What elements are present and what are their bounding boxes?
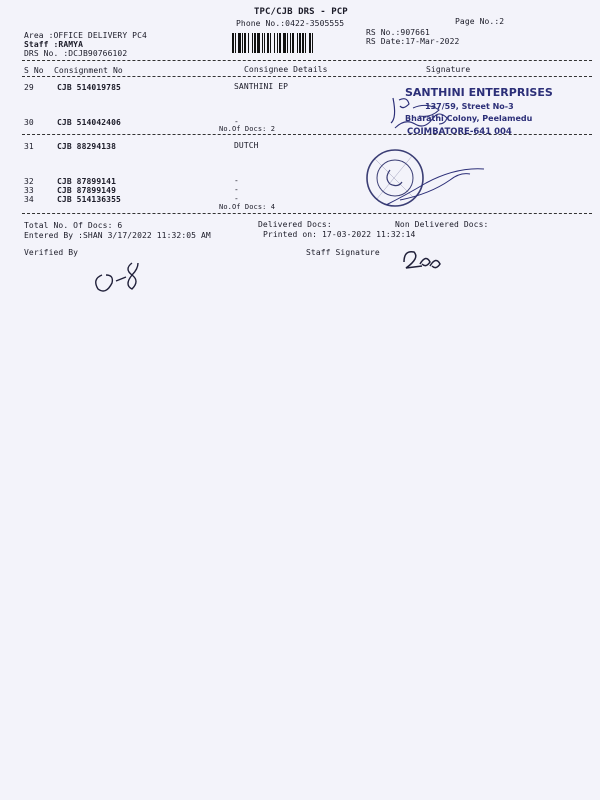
barcode-bar xyxy=(248,33,249,53)
row-consignee: - xyxy=(234,194,239,203)
row-sno: 33 xyxy=(24,186,34,195)
staff-signature xyxy=(398,244,448,276)
row-consignment: CJB 514042406 xyxy=(57,118,121,127)
barcode xyxy=(232,33,356,53)
row-consignee: SANTHINI EP xyxy=(234,82,289,91)
col-consignee: Consignee Details xyxy=(244,65,328,74)
verifier-signature xyxy=(88,253,158,295)
barcode-bar xyxy=(302,33,304,53)
non-delivered-docs: Non Delivered Docs: xyxy=(395,220,489,229)
barcode-bar xyxy=(254,33,256,53)
row-consignment: CJB 87899141 xyxy=(57,177,116,186)
area-label: Area :OFFICE DELIVERY PC4 xyxy=(24,31,147,40)
courier-signature xyxy=(380,160,490,210)
barcode-bar xyxy=(264,33,265,53)
col-signature: Signature xyxy=(426,65,471,74)
barcode-bar xyxy=(252,33,253,53)
stamp-line2: Bharathi Colony, Peelamedu xyxy=(405,114,533,123)
row-consignee: - xyxy=(234,117,239,126)
barcode-bar xyxy=(244,33,246,53)
divider xyxy=(22,76,592,77)
row-sno: 30 xyxy=(24,118,34,127)
staff-signature-label: Staff Signature xyxy=(306,248,380,257)
row-sno: 34 xyxy=(24,195,34,204)
document-title: TPC/CJB DRS - PCP xyxy=(254,7,348,17)
handwritten-mark xyxy=(385,88,475,138)
row-consignment: CJB 514136355 xyxy=(57,195,121,204)
barcode-bar xyxy=(238,33,241,53)
barcode-bar xyxy=(287,33,288,53)
barcode-bar xyxy=(257,33,260,53)
stamp-line3: COIMBATORE-641 004 xyxy=(407,127,512,137)
entered-by: Entered By :SHAN 3/17/2022 11:32:05 AM xyxy=(24,231,211,240)
divider xyxy=(22,213,592,214)
stamp-name: SANTHINI ENTERPRISES xyxy=(405,86,553,99)
barcode-bar xyxy=(235,33,236,53)
barcode-bar xyxy=(305,33,306,53)
barcode-bar xyxy=(312,33,313,53)
page-number: Page No.:2 xyxy=(455,17,505,26)
barcode-bar xyxy=(279,33,281,53)
phone-number: Phone No.:0422-3505555 xyxy=(236,19,345,28)
barcode-bar xyxy=(270,33,271,53)
barcode-bar xyxy=(277,33,278,53)
printed-on: Printed on: 17-03-2022 11:32:14 xyxy=(263,230,416,239)
row-sno: 31 xyxy=(24,142,34,151)
barcode-bar xyxy=(274,33,275,53)
total-docs: Total No. Of Docs: 6 xyxy=(24,221,123,230)
group-doc-count: No.Of Docs: 2 xyxy=(219,125,276,133)
rs-number: RS No.:907661 xyxy=(366,28,430,37)
barcode-bar xyxy=(283,33,286,53)
col-sno: S No xyxy=(24,66,44,75)
row-consignee: - xyxy=(234,185,239,194)
row-consignee: DUTCH xyxy=(234,141,259,150)
row-sno: 32 xyxy=(24,177,34,186)
row-consignee: - xyxy=(234,176,239,185)
rs-date: RS Date:17-Mar-2022 xyxy=(366,37,460,46)
group-doc-count: No.Of Docs: 4 xyxy=(219,203,276,211)
drs-number: DRS No. :DCJB90766102 xyxy=(24,49,128,58)
barcode-bar xyxy=(292,33,294,53)
stamp-line1: 137/59, Street No-3 xyxy=(425,102,514,111)
barcode-bar xyxy=(242,33,243,53)
delivered-docs: Delivered Docs: xyxy=(258,220,332,229)
row-sno: 29 xyxy=(24,83,34,92)
barcode-bar xyxy=(262,33,263,53)
barcode-bar xyxy=(309,33,311,53)
staff-label: Staff :RAMYA xyxy=(24,40,83,49)
divider xyxy=(22,60,592,61)
barcode-bar xyxy=(290,33,291,53)
row-consignment: CJB 514019785 xyxy=(57,83,121,92)
barcode-bar xyxy=(232,33,234,53)
row-consignment: CJB 88294138 xyxy=(57,142,116,151)
barcode-bar xyxy=(299,33,301,53)
col-consignment: Consignment No xyxy=(54,66,123,75)
barcode-bar xyxy=(267,33,269,53)
barcode-bar xyxy=(297,33,298,53)
verified-by: Verified By xyxy=(24,248,79,257)
row-consignment: CJB 87899149 xyxy=(57,186,116,195)
